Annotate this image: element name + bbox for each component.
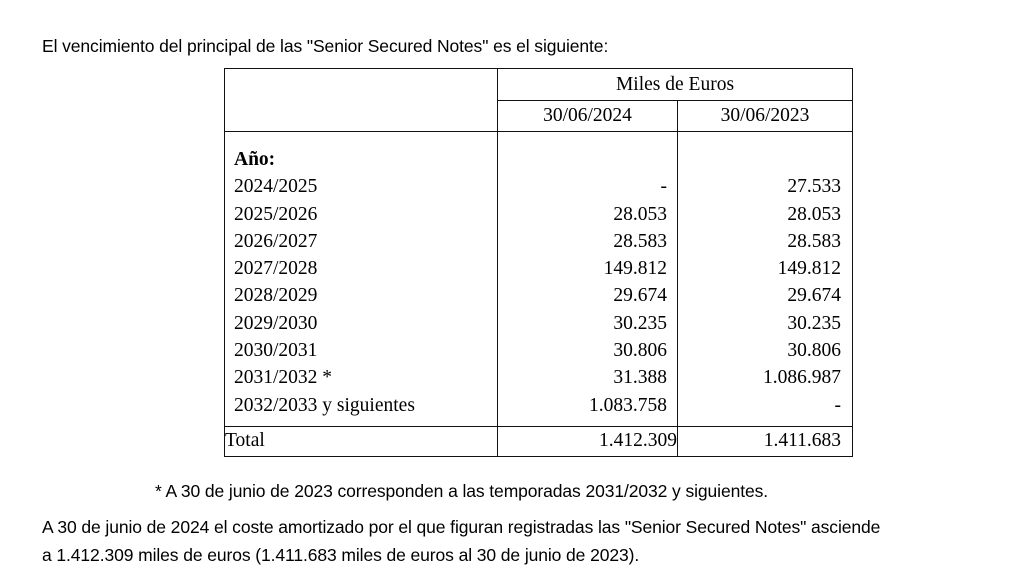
year-labels-list [225, 132, 497, 426]
table-body-block-row [225, 132, 853, 427]
total-value-2023: 1.411.683 [678, 426, 853, 456]
table-cell-value: 1.086.987 [763, 367, 842, 389]
total-value-2024: 1.412.309 [498, 426, 678, 456]
values-2023-cell [678, 132, 853, 427]
intro-paragraph: El vencimiento del principal de las "Senior Secured Notes" es el siguiente: [42, 35, 609, 56]
table-row: 2030/2031 [234, 340, 318, 362]
table-cell-value: 29.674 [613, 285, 667, 307]
values-2024-cell [498, 132, 678, 427]
maturity-table [224, 68, 853, 457]
table-cell-value: 28.583 [787, 230, 842, 252]
table-header [225, 69, 853, 132]
table-cell-value: 28.053 [613, 203, 667, 225]
table-row: 2029/2030 [234, 312, 318, 334]
table-row: 2028/2029 [234, 285, 318, 307]
table-cell-value: 149.812 [777, 258, 842, 280]
header-date-2023: 30/06/2023 [678, 101, 853, 132]
spacer-line [678, 146, 852, 173]
table-footnote: * A 30 de junio de 2023 corresponden a las temporadas 2031/2032 y siguientes. [155, 480, 769, 501]
header-corner-blank [225, 69, 498, 132]
closing-paragraph-line-1: A 30 de junio de 2024 el coste amortizado por el que figuran registradas las "Senior Secured Notes" asciende [42, 517, 881, 537]
table-cell-value: 28.583 [613, 230, 667, 252]
header-row-group [225, 69, 853, 101]
table-cell-value: 30.235 [613, 312, 667, 334]
table-cell-value: 30.235 [787, 312, 842, 334]
header-group-miles-de-euros: Miles de Euros [498, 69, 853, 101]
table-row: 2027/2028 [234, 258, 318, 280]
table-cell-value: - [834, 394, 842, 416]
table-row: 2032/2033 y siguientes [234, 394, 415, 416]
table-body [225, 132, 853, 457]
header-date-2024: 30/06/2024 [498, 101, 678, 132]
closing-paragraph [42, 513, 1024, 569]
closing-paragraph-line-2: a 1.412.309 miles de euros (1.411.683 miles de euros al 30 de junio de 2023). [42, 545, 640, 565]
table-cell-value: 29.674 [787, 285, 842, 307]
table-row: 2026/2027 [234, 230, 318, 252]
total-label: Total [225, 426, 498, 456]
table-cell-value: 28.053 [787, 203, 842, 225]
maturity-table-container [224, 68, 852, 457]
spacer-line [498, 146, 677, 173]
table-cell-value: 30.806 [787, 340, 842, 362]
total-row [225, 426, 853, 456]
year-labels-cell [225, 132, 498, 427]
values-2024-list [498, 132, 677, 426]
table-cell-value: 31.388 [613, 367, 667, 389]
table-row: 2024/2025 [234, 176, 318, 198]
table-cell-value: 30.806 [613, 340, 667, 362]
table-cell-value: 149.812 [603, 258, 667, 280]
table-row: 2031/2032 * [234, 367, 333, 389]
table-cell-value: 1.083.758 [589, 394, 667, 416]
values-2023-list [678, 132, 852, 426]
table-cell-value: 27.533 [787, 176, 842, 198]
table-cell-value: - [660, 176, 667, 198]
section-label-ano: Año: [234, 149, 276, 170]
table-row: 2025/2026 [234, 203, 318, 225]
